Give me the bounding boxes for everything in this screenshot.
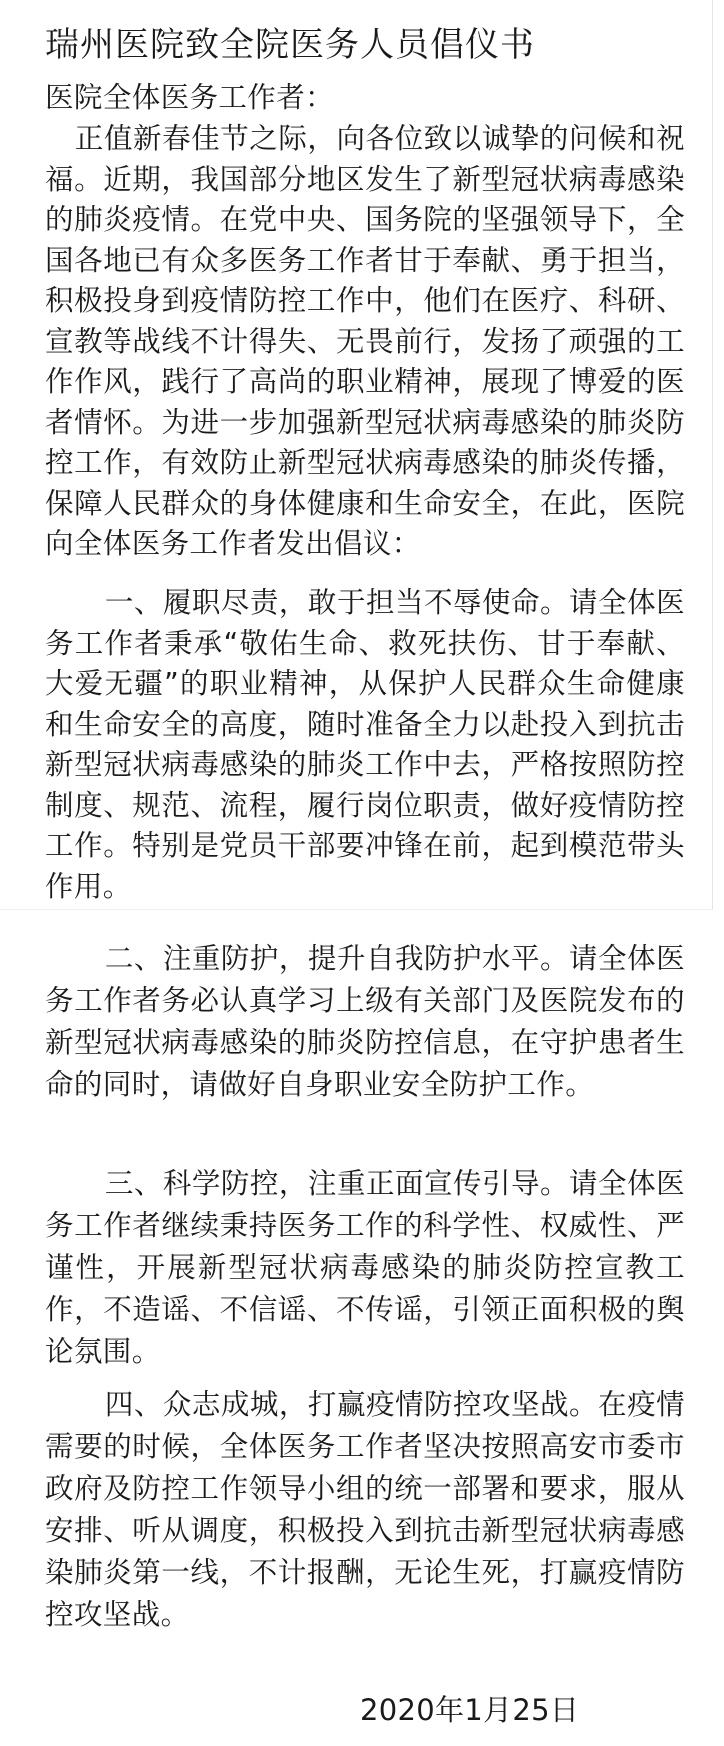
cut-off-text-fragment: [58, 900, 418, 910]
paragraph-item-3: 三、科学防控，注重正面宣传引导。请全体医务工作者继续秉持医务工作的科学性、权威性、严谨性，开展新型冠状病毒感染的肺炎防控宣教工作，不造谣、不信谣、不传谣，引领正面积极的舆论氛围。: [45, 1167, 685, 1368]
paragraph-item-2: 二、注重防护，提升自我防护水平。请全体医务工作者务必认真学习上级有关部门及医院发布的新型冠状病毒感染的肺炎防控信息，在守护患者生命的同时，请做好自身职业安全防护工作。: [45, 942, 685, 1101]
document-date: 2020年1月25日: [360, 1693, 580, 1727]
paragraph-intro: 正值新春佳节之际，向各位致以诚挚的问候和祝福。近期，我国部分地区发生了新型冠状病毒感染的肺炎疫情。在党中央、国务院的坚强领导下，全国各地已有众多医务工作者甘于奉献、勇于担当，积极投身到疫情防控工作中，他们在医疗、科研、宣教等战线不计得失、无畏前行，发扬了顽强的工作作风，践行了高尚的职业精神，展现了博爱的医者情怀。为进一步加强新型冠状病毒感染的肺炎防控工作，有效防止新型冠状病毒感染的肺炎传播，保障人民群众的身体健康和生命安全，在此，医院向全体医务工作者发出倡议：: [45, 122, 685, 560]
document-greeting: 医院全体医务工作者：: [45, 81, 335, 114]
paragraph-item-1: 一、履职尽责，敢于担当不辱使命。请全体医务工作者秉承“敬佑生命、救死扶伤、甘于奉献、大爱无疆”的职业精神，从保护人民群众生命健康和生命安全的高度，随时准备全力以赴投入到抗击新型冠状病毒感染的肺炎工作中去，严格按照防控制度、规范、流程，履行岗位职责，做好疫情防控工作。特别是党员干部要冲锋在前，起到模范带头作用。: [45, 586, 685, 903]
paragraph-item-4: 四、众志成城，打赢疫情防控攻坚战。在疫情需要的时候，全体医务工作者坚决按照高安市委市政府及防控工作领导小组的统一部署和要求，服从安排、听从调度，积极投入到抗击新型冠状病毒感染肺炎第一线，不计报酬，无论生死，打赢疫情防控攻坚战。: [45, 1388, 685, 1631]
document-title: 瑞州医院致全院医务人员倡仪书: [45, 25, 535, 65]
